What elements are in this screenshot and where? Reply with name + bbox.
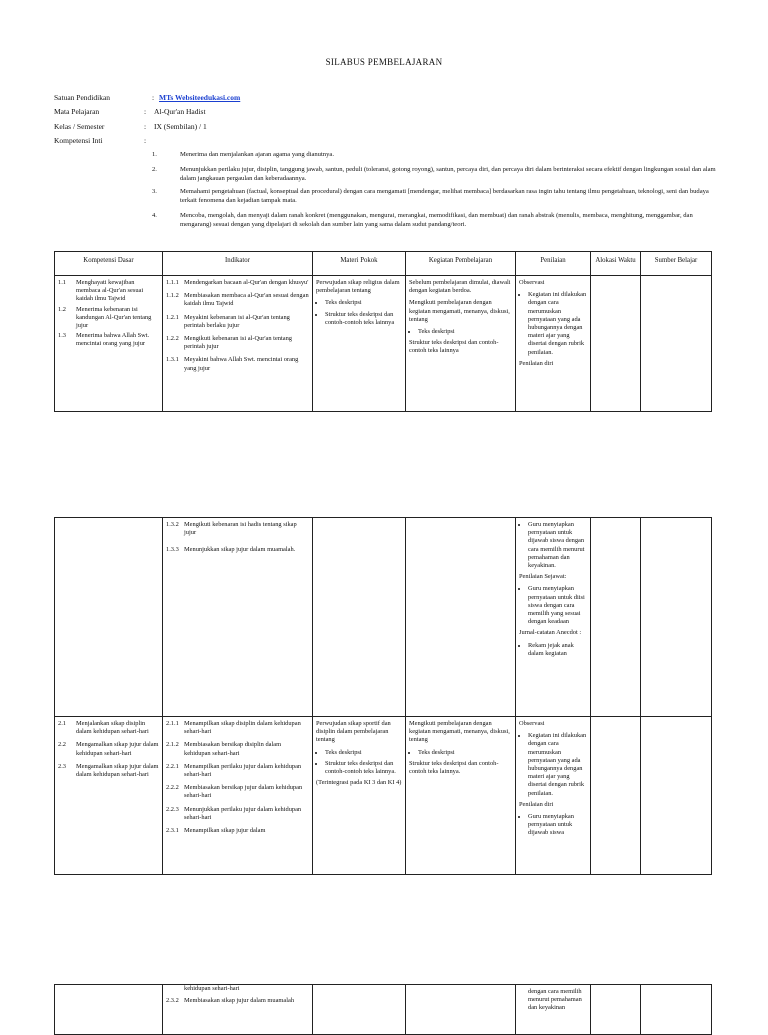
indikator-number: 1.3.2 [166, 521, 179, 528]
indikator-text: kehidupan sehari-hari [184, 985, 240, 992]
kegiatan-item: • Teks deskripsi [418, 328, 512, 336]
indikator-number: 2.2.1 [166, 762, 179, 770]
penilaian-item: • Kegiatan ini dilakukan dengan cara merumuskan pernyataan yang ada hubungannya dengan materi ajar yang disertai dengan rubrik penilaian. [528, 732, 587, 798]
indikator-text: Menampilkan sikap disiplin dalam kehidupan sehari-hari [184, 720, 301, 736]
column-header: Penilaian [516, 252, 591, 276]
indikator-number: 1.3.1 [166, 356, 179, 364]
kd-number: 1.3 [58, 332, 66, 340]
alokasi-cell [591, 518, 641, 717]
materi-item: • Struktur teks deskripsi dan contoh-contoh teks lainnya [325, 311, 402, 327]
info-label: Kelas / Semester [54, 122, 105, 131]
school-link[interactable]: MTs Websiteedukasi.com [159, 93, 241, 102]
indikator-text: Meyakini bahwa Allah Swt. mencintai orang yang jujur [184, 356, 299, 372]
ki-number: 1. [152, 151, 157, 158]
penilaian-text: dengan cara memilih menurut pemahaman dan keyakinan [528, 988, 582, 1012]
kd-cell [55, 985, 163, 1035]
ki-text: Menunjukkan perilaku jujur, disiplin, tanggung jawab, santun, peduli (toleransi, gotong royong), santun, percaya diri, dan percaya diri dalam berinteraksi secara efektif dengan lingkungan sosial dan alam dalam jangkauan pergaulan dan keberadaannya. [180, 166, 716, 182]
ki-text: Mencoba, mengolah, dan menyaji dalam ranah konkret (menggunakan, mengurai, merangkai, memodifikasi, dan membuat) dan ranah abstrak (menulis, membaca, menghitung, menggambar, dan mengarang) sesuai dengan yang dipelajari di sekolah dan sumber lain yang sama dalam sudut pandang/teori. [180, 212, 693, 228]
indikator-number: 2.2.3 [166, 805, 179, 813]
table-row [55, 985, 712, 1035]
penilaian-heading: Penilaian Sejawat: [519, 573, 567, 581]
kegiatan-text: Mengikuti pembelajaran dengan kegiatan mengamati, menanya, diskusi, tentang [409, 299, 510, 323]
ki-text: Menerima dan menjalankan ajaran agama yang dianutnya. [180, 151, 334, 158]
sumber-cell [641, 717, 712, 875]
indikator-number: 2.1.2 [166, 741, 179, 749]
materi-cell [313, 717, 406, 875]
kd-text: Menerima kebenaran isi kandungan Al-Qur'an tentang jujur [76, 305, 152, 330]
kegiatan-item: • Teks deskripsi [418, 749, 512, 757]
indikator-text: Menampilkan sikap jujur dalam [184, 827, 266, 835]
info-colon: : [144, 136, 147, 145]
indikator-text: Membiasakan bersikap disiplin dalam kehidupan sehari-hari [184, 741, 282, 757]
indikator-text: Menampilkan perilaku jujur dalam kehidupan sehari-hari [184, 762, 302, 779]
indikator-text: Membiasakan membaca al-Qur'an sesuai dengan kaidah ilmu Tajwid [184, 292, 309, 308]
sumber-cell [641, 276, 712, 412]
column-header: Kompetensi Dasar [55, 252, 163, 276]
ki-text: Memahami pengetahuan (factual, konseptual dan procedural) dengan cara mengamati [mendengar, melihat membaca] berdasarkan rasa ingin tahu tentang ilmu pengetahuan, teknologi, seni dan budaya terkait fenomena dan kejadian tampak mata. [180, 188, 709, 204]
kegiatan-cell [406, 276, 516, 412]
indikator-cell [163, 717, 313, 875]
info-label: Satuan Pendidikan [54, 93, 111, 102]
info-colon: : [152, 93, 155, 102]
indikator-cell [163, 518, 313, 717]
kd-text: Menghayati kewajiban membaca al-Qur'an sesuai kaidah ilmu Tajwid [76, 279, 144, 303]
penilaian-item: • Kegiatan ini dilakukan dengan cara merumuskan pernyataan yang ada hubungannya dengan materi ajar yang disertai dengan rubrik penilaian. [528, 291, 587, 357]
info-colon: : [144, 122, 147, 131]
materi-cell [313, 518, 406, 717]
alokasi-cell [591, 276, 641, 412]
indikator-text: Mendengarkan bacaan al-Qur'an dengan khusyu' [184, 279, 309, 286]
kd-text: Menerima bahwa Allah Swt. mencintai orang yang jujur [76, 332, 150, 348]
indikator-number: 1.1.1 [166, 279, 179, 286]
penilaian-item: • Rekam jejak anak dalam kegiatan [528, 642, 587, 658]
penilaian-cell [516, 717, 591, 875]
indikator-number: 2.3.2 [166, 997, 179, 1005]
alokasi-cell [591, 717, 641, 875]
indikator-text: Membiasakan bersikap jujur dalam kehidupan sehari-hari [184, 784, 303, 800]
indikator-number: 1.2.2 [166, 335, 179, 343]
indikator-cell [163, 985, 313, 1035]
kd-number: 1.2 [58, 305, 66, 313]
kegiatan-cell [406, 518, 516, 717]
indikator-text: Menunjukkan sikap jujur dalam muamalah. [184, 546, 296, 554]
info-label: Mata Pelajaran [54, 107, 100, 116]
kd-cell [55, 717, 163, 875]
penilaian-item: • Guru menyiapkan pernyataan untuk dijawab siswa dengan cara memilih menurut pemahaman dan keyakinan. [528, 521, 587, 570]
kd-cell [55, 276, 163, 412]
penilaian-item: • Guru menyiapkan pernyataan untuk diisi siswa dengan cara memilih yang sesuai dengan keadaan [528, 585, 587, 626]
kegiatan-text: Struktur teks deskripsi dan contoh-contoh teks lainnya. [409, 759, 499, 776]
kegiatan-text: Struktur teks deskripsi dan contoh-contoh teks lainnya [409, 339, 499, 355]
page-title: SILABUS PEMBELAJARAN [325, 57, 443, 67]
column-header: Materi Pokok [313, 252, 406, 276]
sumber-cell [641, 985, 712, 1035]
penilaian-heading: Jurnal-catatan Anecdot : [519, 629, 582, 637]
indikator-text: Mengikuti kebenaran isi hadis tentang sikap jujur [184, 521, 297, 537]
table-row [55, 717, 712, 875]
penilaian-heading: Penilaian diri [519, 800, 554, 808]
kegiatan-text: Sebelum pembelajaran dimulai, diawali dengan kegiatan berdoa. [409, 279, 511, 295]
column-header: Kegiatan Pembelajaran [406, 252, 516, 276]
indikator-number: 2.1.1 [166, 720, 179, 727]
penilaian-cell [516, 518, 591, 717]
info-value: IX (Sembilan) / 1 [154, 122, 207, 131]
materi-cell [313, 276, 406, 412]
column-header: Alokasi Waktu [591, 252, 641, 276]
table-header-row [55, 252, 712, 276]
materi-item: • Teks deskripsi [325, 299, 402, 307]
alokasi-cell [591, 985, 641, 1035]
penilaian-cell [516, 276, 591, 412]
indikator-text: Membiasakan sikap jujur dalam muamalah [184, 997, 295, 1005]
penilaian-cell [516, 985, 591, 1035]
penilaian-heading: Observasi [519, 279, 545, 286]
indikator-number: 1.1.2 [166, 292, 179, 300]
ki-number: 3. [152, 188, 157, 195]
info-colon: : [144, 107, 147, 116]
kd-number: 2.2 [58, 741, 66, 749]
kd-text: Menjalankan sikap disiplin dalam kehidupan sehari-hari [76, 720, 149, 736]
materi-intro: Perwujudan sikap religius dalam pembelajaran tentang [316, 279, 400, 295]
kd-number: 2.3 [58, 762, 66, 770]
penilaian-item: • Guru menyiapkan pernyataan untuk dijawab siswa [528, 813, 587, 838]
kd-cell [55, 518, 163, 717]
column-header: Indikator [163, 252, 313, 276]
syllabus-table-3 [54, 984, 712, 1035]
materi-intro: Perwujudan sikap sportif dan disiplin dalam pembelajaran tentang [316, 720, 391, 744]
materi-item: • Struktur teks deskripsi dan contoh-contoh teks lainnya. [325, 760, 402, 776]
indikator-number: 1.3.3 [166, 546, 179, 554]
indikator-text: Meyakini kebenaran isi al-Qur'an tentang perintah berlaku jujur [184, 313, 290, 329]
kegiatan-cell [406, 717, 516, 875]
materi-note: (Terintegrasi pada KI 3 dan KI 4) [316, 779, 402, 787]
sumber-cell [641, 518, 712, 717]
penilaian-heading: Observasi [519, 720, 545, 727]
kd-text: Mengamalkan sikap jujur dalam kehidupan sehari-hari [76, 741, 159, 757]
ki-number: 2. [152, 166, 157, 173]
indikator-cell [163, 276, 313, 412]
kd-number: 1.1 [58, 279, 66, 286]
kegiatan-text: Mengikuti pembelajaran dengan kegiatan mengamati, menanya, diskusi, tentang [409, 720, 510, 744]
indikator-text: Menunjukkan perilaku jujur dalam kehidupan sehari-hari [184, 805, 302, 821]
indikator-number: 2.3.1 [166, 827, 179, 835]
syllabus-table-1 [54, 251, 712, 412]
indikator-number: 2.2.2 [166, 784, 179, 792]
kegiatan-cell [406, 985, 516, 1035]
ki-number: 4. [152, 212, 157, 219]
penilaian-heading: Penilaian diri [519, 359, 554, 367]
kd-number: 2.1 [58, 720, 66, 727]
info-label: Kompetensi Inti [54, 136, 103, 145]
table-row [55, 276, 712, 412]
syllabus-table-2 [54, 517, 712, 875]
info-value: Al-Qur'an Hadist [154, 107, 206, 116]
column-header: Sumber Belajar [641, 252, 712, 276]
materi-item: • Teks deskripsi [325, 749, 402, 757]
indikator-number: 1.2.1 [166, 313, 179, 321]
materi-cell [313, 985, 406, 1035]
kd-text: Mengamalkan sikap jujur dalam dalam kehidupan sehari-hari [76, 762, 159, 779]
table-row [55, 518, 712, 717]
indikator-text: Mengikuti kebenaran isi al-Qur'an tentang perintah jujur [184, 335, 292, 351]
